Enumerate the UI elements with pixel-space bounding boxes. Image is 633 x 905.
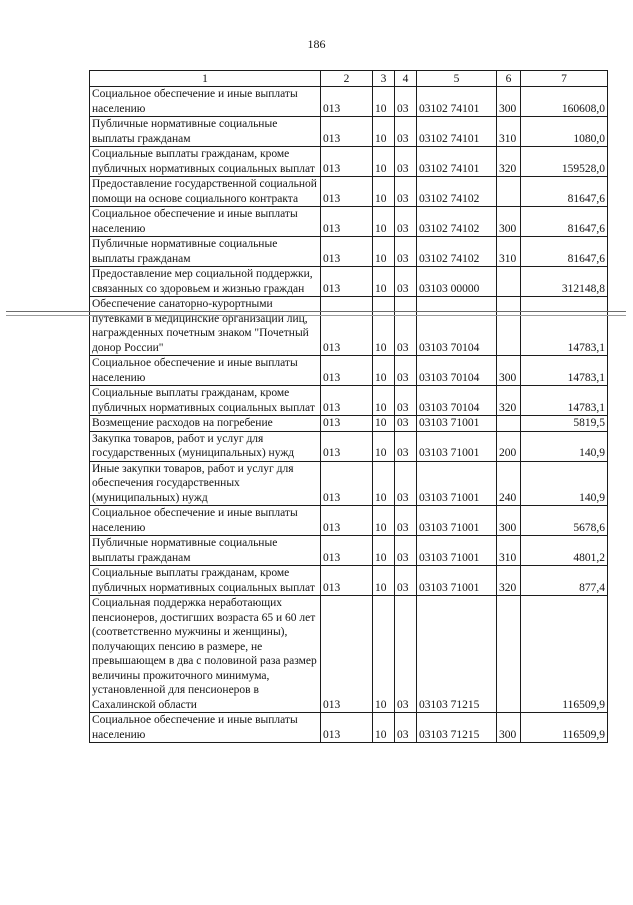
row-target-code-cell: 03102 74102: [417, 237, 497, 267]
row-subsection-cell: 03: [395, 297, 417, 356]
row-expense-kind-cell: 200: [497, 431, 521, 461]
table-row: [90, 177, 608, 207]
row-amount-cell: 116509,9: [521, 713, 608, 743]
row-admin-code-cell: 013: [321, 177, 373, 207]
row-subsection-cell: 03: [395, 177, 417, 207]
row-name-cell: Социальные выплаты гражданам, кроме публичных нормативных социальных выплат: [90, 147, 321, 177]
row-expense-kind-cell: 310: [497, 117, 521, 147]
row-name-cell: Публичные нормативные социальные выплаты гражданам: [90, 237, 321, 267]
col-header-5: 5: [417, 71, 497, 87]
row-section-cell: 10: [373, 267, 395, 297]
row-section-cell: 10: [373, 461, 395, 506]
row-admin-code-cell: 013: [321, 506, 373, 536]
row-subsection-cell: 03: [395, 356, 417, 386]
row-target-code-cell: 03103 71215: [417, 713, 497, 743]
row-subsection-cell: 03: [395, 87, 417, 117]
row-subsection-cell: 03: [395, 713, 417, 743]
row-amount-cell: 81647,6: [521, 177, 608, 207]
row-expense-kind-cell: 240: [497, 461, 521, 506]
table-row: [90, 237, 608, 267]
row-admin-code-cell: 013: [321, 416, 373, 432]
row-amount-cell: 81647,6: [521, 207, 608, 237]
table-row: [90, 117, 608, 147]
row-admin-code-cell: 013: [321, 297, 373, 356]
row-section-cell: 10: [373, 506, 395, 536]
row-admin-code-cell: 013: [321, 461, 373, 506]
row-name-cell: Иные закупки товаров, работ и услуг для обеспечения государственных (муниципальных) нужд: [90, 461, 321, 506]
table-row: [90, 207, 608, 237]
table-row: [90, 297, 608, 356]
row-name-cell: Предоставление мер социальной поддержки, связанных со здоровьем и жизнью граждан: [90, 267, 321, 297]
row-subsection-cell: 03: [395, 596, 417, 713]
row-expense-kind-cell: 300: [497, 506, 521, 536]
table-row: [90, 596, 608, 713]
row-expense-kind-cell: 310: [497, 536, 521, 566]
row-subsection-cell: 03: [395, 431, 417, 461]
row-amount-cell: 877,4: [521, 566, 608, 596]
row-amount-cell: 160608,0: [521, 87, 608, 117]
row-section-cell: 10: [373, 431, 395, 461]
row-name-cell: Публичные нормативные социальные выплаты гражданам: [90, 536, 321, 566]
row-amount-cell: 81647,6: [521, 237, 608, 267]
row-amount-cell: 5678,6: [521, 506, 608, 536]
row-target-code-cell: 03103 71001: [417, 566, 497, 596]
row-expense-kind-cell: 320: [497, 566, 521, 596]
row-expense-kind-cell: 300: [497, 207, 521, 237]
row-amount-cell: 5819,5: [521, 416, 608, 432]
row-name-cell: Возмещение расходов на погребение: [90, 416, 321, 432]
row-target-code-cell: 03102 74101: [417, 117, 497, 147]
row-name-cell: Социальные выплаты гражданам, кроме публичных нормативных социальных выплат: [90, 386, 321, 416]
table-row: [90, 536, 608, 566]
row-target-code-cell: 03102 74101: [417, 147, 497, 177]
row-expense-kind-cell: 300: [497, 87, 521, 117]
row-subsection-cell: 03: [395, 267, 417, 297]
row-section-cell: 10: [373, 147, 395, 177]
row-target-code-cell: 03103 71001: [417, 536, 497, 566]
row-amount-cell: 4801,2: [521, 536, 608, 566]
row-section-cell: 10: [373, 386, 395, 416]
row-section-cell: 10: [373, 177, 395, 207]
row-target-code-cell: 03103 71001: [417, 431, 497, 461]
row-expense-kind-cell: [497, 596, 521, 713]
row-admin-code-cell: 013: [321, 87, 373, 117]
table-row: [90, 431, 608, 461]
row-target-code-cell: 03103 70104: [417, 356, 497, 386]
table-row: [90, 461, 608, 506]
row-subsection-cell: 03: [395, 506, 417, 536]
row-target-code-cell: 03102 74102: [417, 207, 497, 237]
table-row: [90, 416, 608, 432]
row-name-cell: Социальное обеспечение и иные выплаты населению: [90, 356, 321, 386]
row-expense-kind-cell: 300: [497, 713, 521, 743]
row-section-cell: 10: [373, 356, 395, 386]
table-row: [90, 506, 608, 536]
row-target-code-cell: 03103 00000: [417, 267, 497, 297]
budget-table: [89, 70, 608, 743]
col-header-7: 7: [521, 71, 608, 87]
row-admin-code-cell: 013: [321, 147, 373, 177]
row-amount-cell: 116509,9: [521, 596, 608, 713]
row-name-cell: Предоставление государственной социальной помощи на основе социального контракта: [90, 177, 321, 207]
row-target-code-cell: 03103 70104: [417, 386, 497, 416]
row-section-cell: 10: [373, 713, 395, 743]
row-amount-cell: 14783,1: [521, 297, 608, 356]
row-name-cell: Социальное обеспечение и иные выплаты населению: [90, 506, 321, 536]
row-expense-kind-cell: [497, 297, 521, 356]
row-subsection-cell: 03: [395, 461, 417, 506]
row-target-code-cell: 03102 74101: [417, 87, 497, 117]
col-header-2: 2: [321, 71, 373, 87]
row-amount-cell: 14783,1: [521, 386, 608, 416]
row-name-cell: Публичные нормативные социальные выплаты гражданам: [90, 117, 321, 147]
row-expense-kind-cell: 320: [497, 147, 521, 177]
row-subsection-cell: 03: [395, 416, 417, 432]
row-section-cell: 10: [373, 596, 395, 713]
row-target-code-cell: 03103 70104: [417, 297, 497, 356]
table-row: [90, 386, 608, 416]
row-subsection-cell: 03: [395, 237, 417, 267]
row-admin-code-cell: 013: [321, 566, 373, 596]
table-header-row: [90, 71, 608, 87]
row-target-code-cell: 03102 74102: [417, 177, 497, 207]
scan-artifact-line: [6, 311, 626, 312]
table-row: [90, 87, 608, 117]
row-admin-code-cell: 013: [321, 237, 373, 267]
row-expense-kind-cell: [497, 267, 521, 297]
row-name-cell: Закупка товаров, работ и услуг для государственных (муниципальных) нужд: [90, 431, 321, 461]
row-amount-cell: 140,9: [521, 431, 608, 461]
table-row: [90, 713, 608, 743]
row-section-cell: 10: [373, 87, 395, 117]
row-target-code-cell: 03103 71215: [417, 596, 497, 713]
row-admin-code-cell: 013: [321, 596, 373, 713]
row-expense-kind-cell: [497, 416, 521, 432]
table-row: [90, 267, 608, 297]
row-name-cell: Социальное обеспечение и иные выплаты населению: [90, 207, 321, 237]
row-admin-code-cell: 013: [321, 267, 373, 297]
col-header-4: 4: [395, 71, 417, 87]
row-admin-code-cell: 013: [321, 207, 373, 237]
row-name-cell: Социальные выплаты гражданам, кроме публичных нормативных социальных выплат: [90, 566, 321, 596]
row-amount-cell: 1080,0: [521, 117, 608, 147]
row-target-code-cell: 03103 71001: [417, 461, 497, 506]
row-name-cell: Социальное обеспечение и иные выплаты населению: [90, 713, 321, 743]
col-header-3: 3: [373, 71, 395, 87]
row-target-code-cell: 03103 71001: [417, 416, 497, 432]
row-target-code-cell: 03103 71001: [417, 506, 497, 536]
row-subsection-cell: 03: [395, 536, 417, 566]
row-name-cell: Обеспечение санаторно-курортными путевками в медицинские организации лиц, награжденных почетным знаком "Почетный донор России": [90, 297, 321, 356]
row-name-cell: Социальное обеспечение и иные выплаты населению: [90, 87, 321, 117]
row-subsection-cell: 03: [395, 566, 417, 596]
row-admin-code-cell: 013: [321, 386, 373, 416]
row-subsection-cell: 03: [395, 207, 417, 237]
table-row: [90, 566, 608, 596]
col-header-1: 1: [90, 71, 321, 87]
row-amount-cell: 14783,1: [521, 356, 608, 386]
row-section-cell: 10: [373, 536, 395, 566]
row-section-cell: 10: [373, 117, 395, 147]
row-section-cell: 10: [373, 207, 395, 237]
row-admin-code-cell: 013: [321, 536, 373, 566]
row-admin-code-cell: 013: [321, 356, 373, 386]
row-name-cell: Социальная поддержка неработающих пенсионеров, достигших возраста 65 и 60 лет (соответственно мужчины и женщины), получающих пенсию в размере, не превышающем в два с половиной раза размер величины прожиточного минимума, установленной для пенсионеров в Сахалинской области: [90, 596, 321, 713]
row-admin-code-cell: 013: [321, 117, 373, 147]
table-row: [90, 356, 608, 386]
row-amount-cell: 140,9: [521, 461, 608, 506]
row-amount-cell: 159528,0: [521, 147, 608, 177]
row-section-cell: 10: [373, 416, 395, 432]
scan-artifact-line: [6, 315, 626, 316]
row-section-cell: 10: [373, 566, 395, 596]
row-section-cell: 10: [373, 237, 395, 267]
row-amount-cell: 312148,8: [521, 267, 608, 297]
row-admin-code-cell: 013: [321, 713, 373, 743]
row-expense-kind-cell: [497, 177, 521, 207]
row-admin-code-cell: 013: [321, 431, 373, 461]
row-subsection-cell: 03: [395, 117, 417, 147]
table-row: [90, 147, 608, 177]
row-subsection-cell: 03: [395, 147, 417, 177]
row-expense-kind-cell: 310: [497, 237, 521, 267]
col-header-6: 6: [497, 71, 521, 87]
row-subsection-cell: 03: [395, 386, 417, 416]
page-number: 186: [307, 37, 326, 51]
row-expense-kind-cell: 320: [497, 386, 521, 416]
row-expense-kind-cell: 300: [497, 356, 521, 386]
row-section-cell: 10: [373, 297, 395, 356]
